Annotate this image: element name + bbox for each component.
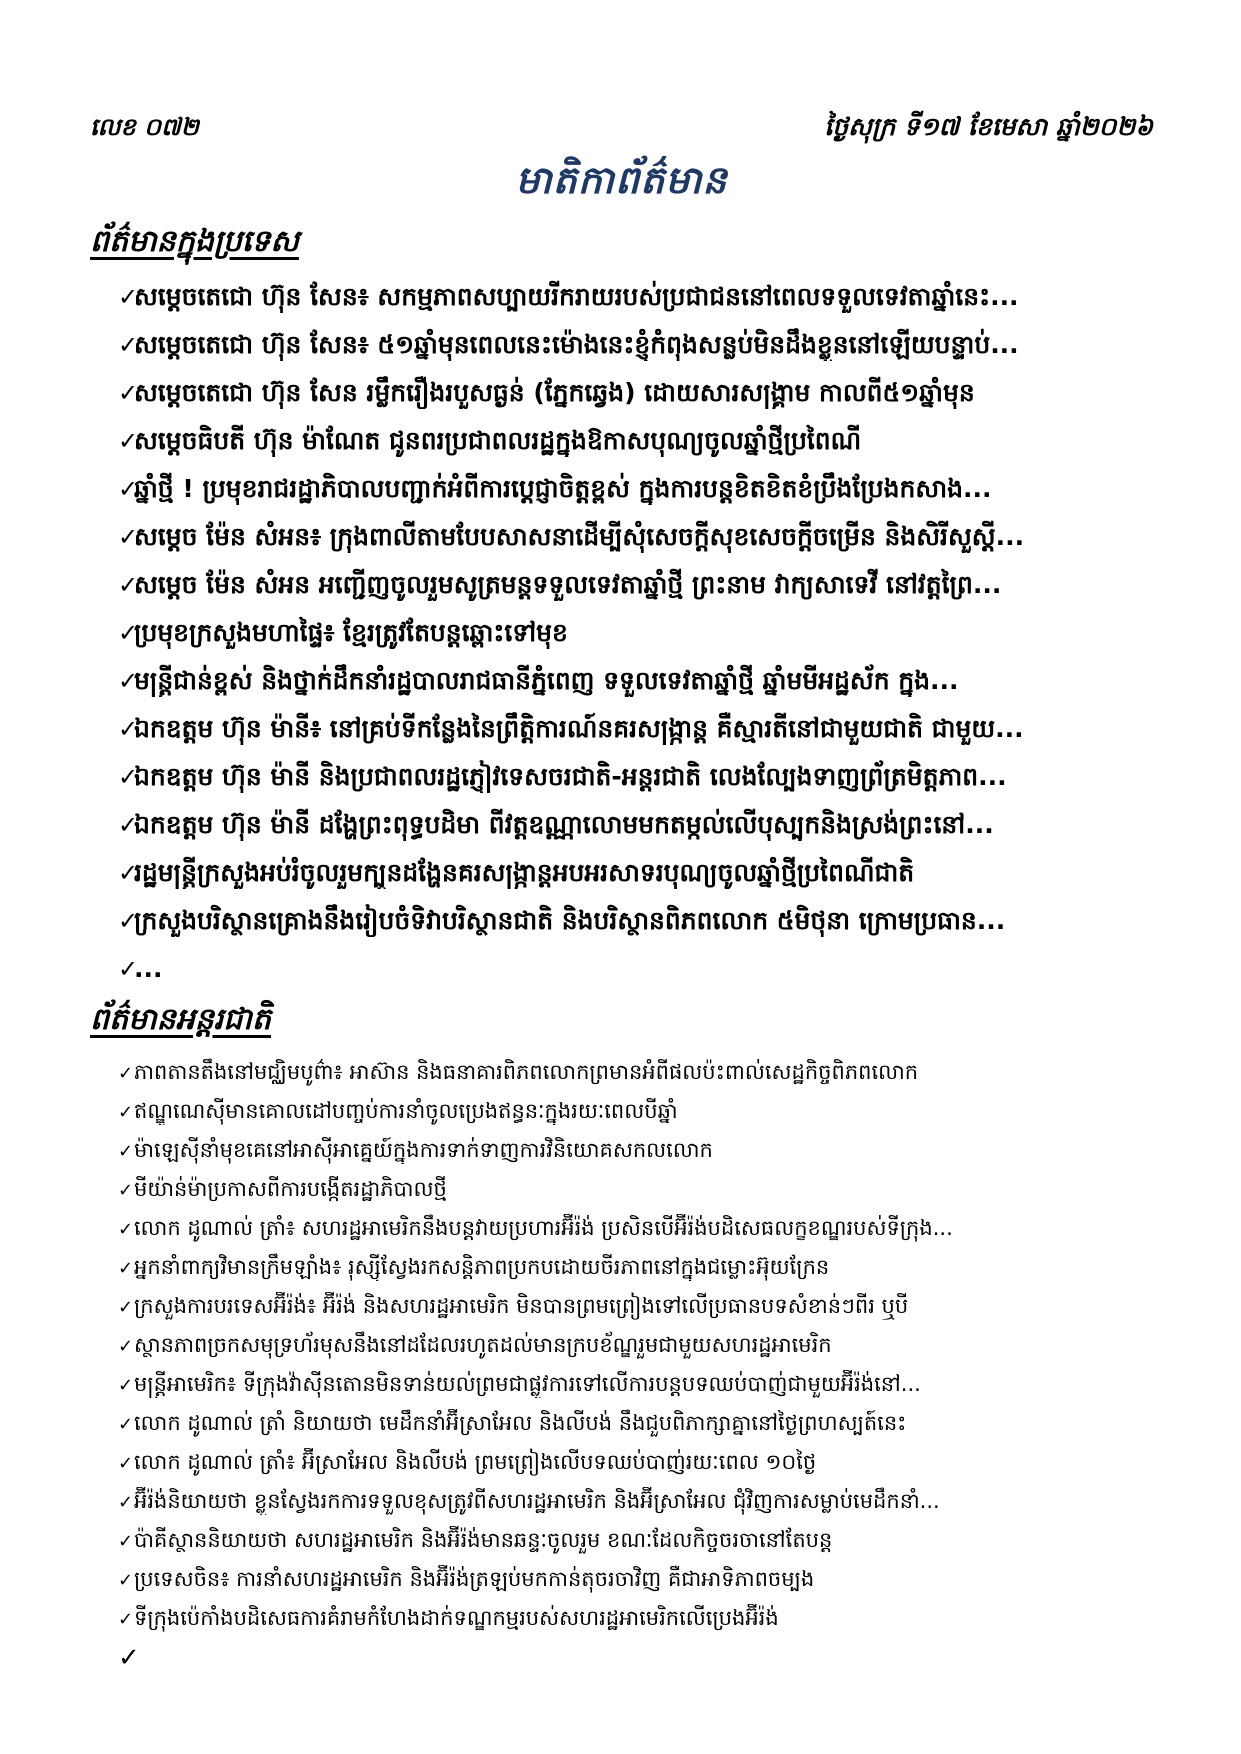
list-item [90, 376, 1153, 409]
item-text: ម៉ាឡេស៊ីនាំមុខគេនៅអាស៊ីអាគ្នេយ៍ក្នុងការទាក់ទាញការវិនិយោគសកលលោក [134, 1138, 713, 1162]
checkmark-icon: ✓ [118, 1453, 134, 1474]
item-text: សម្តេចតេជោ ហ៊ុន សែន រម្លឹករឿងរបួសធ្ងន់ (ភ្នែកឆ្វេង) ដោយសារសង្គ្រាម កាលពី៥១ឆ្នាំមុន [134, 378, 975, 407]
checkmark-icon: ✓ [118, 1531, 134, 1552]
checkmark-icon: ✓ [118, 1180, 134, 1201]
checkmark-icon: ✓ [118, 427, 139, 455]
list-item [90, 1604, 1153, 1632]
item-text: ក្រសួងការបរទេសអ៊ីរ៉ង់៖ អ៊ីរ៉ង់ និងសហរដ្ឋអាមេរិក មិនបានព្រមព្រៀងទៅលើប្រធានបទសំខាន់ៗពីរ ឬបី [134, 1294, 909, 1318]
list-item [90, 1097, 1153, 1125]
list-item [90, 1370, 1153, 1398]
item-text: សម្តេច ម៉ែន សំអន អញ្ជើញចូលរួមសូត្រមន្តទទួលទេវតាឆ្នាំថ្មី ព្រះនាម វាក្យសាទេវី នៅវត្តព្រៃ... [134, 570, 1002, 599]
section-item-list [90, 1058, 1153, 1673]
list-item [90, 1136, 1153, 1164]
list-item [90, 472, 1153, 505]
checkmark-icon: ✓ [118, 283, 139, 311]
list-item [90, 1643, 1153, 1673]
checkmark-icon: ✓ [118, 379, 139, 407]
list-item [90, 952, 1153, 985]
list-item [90, 1058, 1153, 1086]
list-item [90, 1292, 1153, 1320]
section-international-news [90, 1000, 1153, 1673]
list-item [90, 1448, 1153, 1476]
item-text: ឥណ្ឌូណេស៊ីមានគោលដៅបញ្ចប់ការនាំចូលប្រេងឥន្ធនៈក្នុងរយៈពេលបីឆ្នាំ [134, 1099, 678, 1123]
checkmark-icon: ✓ [118, 955, 139, 983]
list-item [90, 328, 1153, 361]
item-text: អ្នកនាំពាក្យវិមានក្រឹមឡាំង៖ រុស្ស៊ីស្វែងរកសន្តិភាពប្រកបដោយចីរភាពនៅក្នុងជម្លោះអ៊ុយក្រែន [134, 1255, 830, 1279]
item-text: ឯកឧត្តម ហ៊ុន ម៉ានី៖ នៅគ្រប់ទីកន្លែងនៃព្រឹត្តិការណ៍នគរសង្ក្រាន្ត គឺស្មារតីនៅជាមួយជាតិ ជាមួយ... [134, 714, 1024, 743]
checkmark-icon: ✓ [118, 715, 139, 743]
list-item [90, 856, 1153, 889]
list-item [90, 568, 1153, 601]
checkmark-icon: ✓ [118, 1141, 134, 1162]
checkmark-icon: ✓ [118, 1219, 134, 1240]
checkmark-icon: ✓ [118, 1102, 134, 1123]
item-text: មន្ត្រីជាន់ខ្ពស់ និងថ្នាក់ដឹកនាំរដ្ឋបាលរាជធានីភ្នំពេញ ទទួលទេវតាឆ្នាំថ្មី ឆ្នាំមមីអដ្ឋស័ក ក្នុង... [134, 666, 959, 695]
list-item [90, 1409, 1153, 1437]
list-item [90, 664, 1153, 697]
item-text: ... [134, 954, 163, 983]
checkmark-icon: ✓ [118, 1063, 134, 1084]
item-text: សម្តេច ម៉ែន សំអន៖ ក្រុងពាលីតាមបែបសាសនាដើម្បីសុំសេចក្តីសុខសេចក្តីចម្រើន និងសិរីសួស្តី... [134, 522, 1025, 551]
checkmark-icon: ✓ [118, 619, 139, 647]
section-domestic-news [90, 222, 1153, 985]
item-text: អ៊ីរ៉ង់និយាយថា ខ្លួនស្វែងរកការទទួលខុសត្រូវពីសហរដ្ឋអាមេរិក និងអ៊ីស្រាអែល ជុំវិញការសម្លាប់មេដឹកនាំ... [134, 1489, 940, 1513]
checkmark-icon: ✓ [118, 667, 139, 695]
checkmark-icon: ✓ [118, 571, 139, 599]
item-text: សម្តេចធិបតី ហ៊ុន ម៉ាណែត ជូនពរប្រជាពលរដ្ឋក្នុងឱកាសបុណ្យចូលឆ្នាំថ្មីប្រពៃណី [134, 426, 862, 455]
item-text: ស្ថានភាពច្រកសមុទ្រហ័រមុសនឹងនៅដដែលរហូតដល់មានក្របខ័ណ្ឌរួមជាមួយសហរដ្ឋអាមេរិក [134, 1333, 832, 1357]
document-header [90, 112, 1153, 148]
list-item [90, 1331, 1153, 1359]
issue-number: លេខ ០៧២ [90, 113, 199, 141]
list-item [90, 1565, 1153, 1593]
item-text: មីយ៉ាន់ម៉ាប្រកាសពីការបង្កើតរដ្ឋាភិបាលថ្មី [134, 1177, 447, 1201]
section-heading: ព័ត៌មានអន្តរជាតិ [90, 1002, 271, 1037]
item-text: ឆ្នាំថ្មី ! ប្រមុខរាជរដ្ឋាភិបាលបញ្ជាក់អំពីការប្តេជ្ញាចិត្តខ្ពស់ ក្នុងការបន្តខិតខិតខំប្រឹងប្រែងកសាង... [134, 474, 992, 503]
checkmark-icon: ✓ [118, 907, 139, 935]
checkmark-icon: ✓ [118, 763, 139, 791]
checkmark-icon: ✓ [118, 1336, 134, 1357]
checkmark-icon: ✓ [118, 1297, 134, 1318]
item-text: លោក ដូណាល់ ត្រាំ៖ អ៊ីស្រាអែល និងលីបង់ ព្រមព្រៀងលើបទឈប់បាញ់រយៈពេល ១០ថ្ងៃ [134, 1450, 817, 1474]
item-text: ប៉ាគីស្ថាននិយាយថា សហរដ្ឋអាមេរិក និងអ៊ីរ៉ង់មានឆន្ទៈចូលរួម ខណៈដែលកិច្ចចរចានៅតែបន្ត [134, 1528, 833, 1552]
list-item [90, 616, 1153, 649]
checkmark-icon: ✓ [118, 1492, 134, 1513]
checkmark-icon: ✓ [118, 859, 139, 887]
item-text: ភាពតានតឹងនៅមជ្ឈិមបូព៌ា៖ អាស៊ាន និងធនាគារពិភពលោកព្រមានអំពីផលប៉ះពាល់សេដ្ឋកិច្ចពិភពលោក [134, 1060, 919, 1084]
checkmark-icon: ✓ [118, 1375, 134, 1396]
checkmark-icon: ✓ [118, 475, 139, 503]
list-item [90, 1487, 1153, 1515]
list-item [90, 1175, 1153, 1203]
item-text: ប្រទេសចិន៖ ការនាំសហរដ្ឋអាមេរិក និងអ៊ីរ៉ង់ត្រឡប់មកកាន់តុចរចាវិញ គឺជាអាទិភាពចម្បង [134, 1567, 815, 1591]
item-text: ប្រមុខក្រសួងមហាផ្ទៃ៖ ខ្មែរត្រូវតែបន្តឆ្ពោះទៅមុខ [134, 618, 568, 647]
checkmark-icon: ✓ [118, 1609, 134, 1630]
list-item [90, 1214, 1153, 1242]
section-item-list [90, 280, 1153, 985]
item-text: សម្តេចតេជោ ហ៊ុន សែន៖ សកម្មភាពសប្បាយរីករាយរបស់ប្រជាជននៅពេលទទួលទេវតាឆ្នាំនេះ... [134, 282, 1019, 311]
list-item [90, 1526, 1153, 1554]
checkmark-icon: ✓ [118, 331, 139, 359]
item-text: លោក ដូណាល់ ត្រាំ៖ សហរដ្ឋអាមេរិកនឹងបន្តវាយប្រហារអ៊ីរ៉ង់ ប្រសិនបើអ៊ីរ៉ង់បដិសេធលក្ខខណ្ឌរបស់ទីក្រុង... [134, 1216, 953, 1240]
page-title: មាតិកាព័ត៌មាន [515, 158, 728, 202]
list-item [90, 424, 1153, 457]
checkmark-icon: ✓ [118, 1643, 140, 1673]
list-item [90, 280, 1153, 313]
item-text: ឯកឧត្តម ហ៊ុន ម៉ានី ដង្ហែព្រះពុទ្ធបដិមា ពីវត្តឧណ្ណាលោមមកតម្កល់លើបុស្បុកនិងស្រង់ព្រះនៅ... [134, 810, 994, 839]
item-text: មន្ត្រីអាមេរិក៖ ទីក្រុងវ៉ាស៊ីនតោនមិនទាន់យល់ព្រមជាផ្លូវការទៅលើការបន្តបទឈប់បាញ់ជាមួយអ៊ីរ៉ង់នៅ... [134, 1372, 921, 1396]
checkmark-icon: ✓ [118, 811, 139, 839]
list-item [90, 1253, 1153, 1281]
list-item [90, 760, 1153, 793]
item-text: លោក ដូណាល់ ត្រាំ និយាយថា មេដឹកនាំអ៊ីស្រាអែល និងលីបង់ នឹងជួបពិភាក្សាគ្នានៅថ្ងៃព្រហស្បត៍នេះ [134, 1411, 907, 1435]
item-text: ក្រសួងបរិស្ថានគ្រោងនឹងរៀបចំទិវាបរិស្ថានជាតិ និងបរិស្ថានពិភពលោក ៥មិថុនា ក្រោមប្រធាន... [134, 906, 1006, 935]
checkmark-icon: ✓ [118, 1258, 134, 1279]
list-item [90, 808, 1153, 841]
list-item [90, 520, 1153, 553]
sections-container [90, 222, 1153, 1673]
list-item [90, 712, 1153, 745]
section-heading: ព័ត៌មានក្នុងប្រទេស [90, 224, 299, 259]
item-text: រដ្ឋមន្ត្រីក្រសួងអប់រំចូលរួមក្បួនដង្ហែនគរសង្ក្រាន្តអបអរសាទរបុណ្យចូលឆ្នាំថ្មីប្រពៃណីជាតិ [134, 858, 915, 887]
document-date: ថ្ងៃសុក្រ ទី១៧ ខែមេសា ឆ្នាំ២០២៦ [824, 112, 1153, 141]
item-text: ទីក្រុងប៉េកាំងបដិសេធការគំរាមកំហែងដាក់ទណ្ឌកម្មរបស់សហរដ្ឋអាមេរិកលើប្រេងអ៊ីរ៉ង់ [134, 1606, 779, 1630]
list-item [90, 904, 1153, 937]
checkmark-icon: ✓ [118, 523, 139, 551]
item-text: ឯកឧត្តម ហ៊ុន ម៉ានី និងប្រជាពលរដ្ឋភ្ញៀវទេសចរជាតិ-អន្តរជាតិ លេងល្បែងទាញព្រ័ត្រមិត្តភាព... [134, 762, 1007, 791]
checkmark-icon: ✓ [118, 1570, 134, 1591]
item-text: សម្តេចតេជោ ហ៊ុន សែន៖ ៥១ឆ្នាំមុនពេលនេះម៉ោងនេះខ្ញុំកំពុងសន្លប់មិនដឹងខ្លួននៅឡើយបន្ទាប់... [134, 330, 1019, 359]
checkmark-icon: ✓ [118, 1414, 134, 1435]
